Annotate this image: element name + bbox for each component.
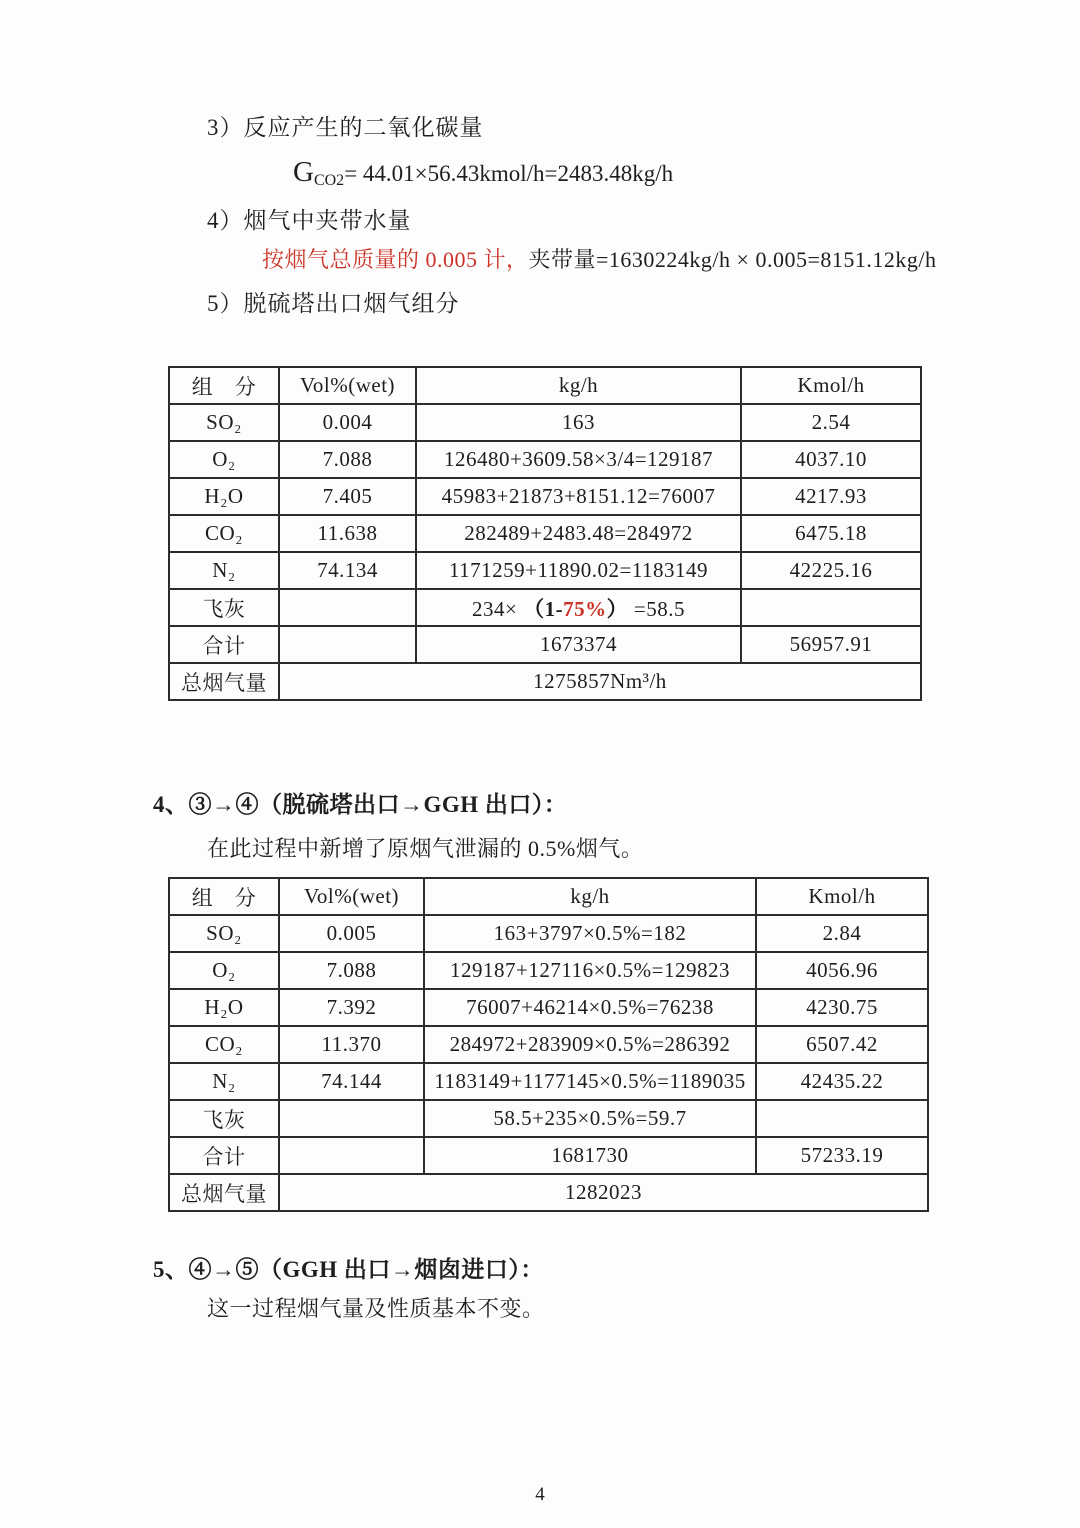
table-row bbox=[169, 552, 921, 589]
value-cell: 74.144 bbox=[279, 1063, 424, 1100]
section-5-note: 这一过程烟气量及性质基本不变。 bbox=[207, 1296, 545, 1321]
value-cell: 284972+283909×0.5%=286392 bbox=[424, 1026, 756, 1063]
value-cell bbox=[416, 589, 741, 626]
species-cell: N₂ bbox=[169, 552, 279, 589]
value-cell bbox=[279, 1137, 424, 1174]
desulfurizer-outlet-composition-table bbox=[168, 366, 922, 701]
value-cell: 163 bbox=[416, 404, 741, 441]
table-row bbox=[169, 441, 921, 478]
species-cell: SO₂ bbox=[169, 915, 279, 952]
value-cell bbox=[279, 589, 416, 626]
table-total-row bbox=[169, 663, 921, 700]
value-cell: 6507.42 bbox=[756, 1026, 928, 1063]
table-row bbox=[169, 515, 921, 552]
species-cell: 飞灰 bbox=[169, 1100, 279, 1137]
section-5-heading: 5、④→⑤（GGH 出口→烟囱进口）： bbox=[153, 1257, 544, 1282]
column-header: Kmol/h bbox=[741, 367, 921, 404]
column-header: Vol%(wet) bbox=[279, 367, 416, 404]
table-row bbox=[169, 1100, 928, 1137]
column-header: 组 分 bbox=[169, 878, 279, 915]
entrainment-red-text: 按烟气总质量的 0.005 计， bbox=[262, 247, 529, 272]
value-cell: 11.638 bbox=[279, 515, 416, 552]
value-cell: 58.5+235×0.5%=59.7 bbox=[424, 1100, 756, 1137]
table-row bbox=[169, 1137, 928, 1174]
value-cell: 1673374 bbox=[416, 626, 741, 663]
column-header: Kmol/h bbox=[756, 878, 928, 915]
value-cell: 163+3797×0.5%=182 bbox=[424, 915, 756, 952]
species-cell: CO₂ bbox=[169, 1026, 279, 1063]
value-cell: 45983+21873+8151.12=76007 bbox=[416, 478, 741, 515]
value-cell: 2.54 bbox=[741, 404, 921, 441]
table-row bbox=[169, 589, 921, 626]
species-cell: N₂ bbox=[169, 1063, 279, 1100]
formula-expression: = 44.01×56.43kmol/h=2483.48kg/h bbox=[344, 161, 674, 186]
value-cell: 4217.93 bbox=[741, 478, 921, 515]
page-number: 4 bbox=[535, 1484, 545, 1505]
total-label-cell: 总烟气量 bbox=[169, 663, 279, 700]
value-cell: 7.405 bbox=[279, 478, 416, 515]
value-cell: 1171259+11890.02=1183149 bbox=[416, 552, 741, 589]
value-cell bbox=[279, 626, 416, 663]
total-value-cell: 1282023 bbox=[279, 1174, 928, 1211]
value-cell: 0.005 bbox=[279, 915, 424, 952]
heading-item-4: 4）烟气中夹带水量 bbox=[207, 208, 412, 233]
value-cell bbox=[756, 1100, 928, 1137]
entrainment-black-text: 夹带量=1630224kg/h × 0.005=8151.12kg/h bbox=[528, 247, 937, 272]
value-fragment: =58.5 bbox=[628, 596, 685, 621]
value-cell: 0.004 bbox=[279, 404, 416, 441]
value-cell: 4037.10 bbox=[741, 441, 921, 478]
value-cell: 57233.19 bbox=[756, 1137, 928, 1174]
heading-item-3: 3）反应产生的二氧化碳量 bbox=[207, 115, 484, 140]
formula-subscript: CO2 bbox=[313, 172, 345, 189]
value-cell: 126480+3609.58×3/4=129187 bbox=[416, 441, 741, 478]
section-4-heading: 4、③→④（脱硫塔出口→GGH 出口）： bbox=[153, 792, 568, 817]
value-cell: 7.392 bbox=[279, 989, 424, 1026]
value-cell: 282489+2483.48=284972 bbox=[416, 515, 741, 552]
value-cell: 42435.22 bbox=[756, 1063, 928, 1100]
formula-symbol: G bbox=[293, 156, 314, 188]
table-row bbox=[169, 478, 921, 515]
value-cell: 1681730 bbox=[424, 1137, 756, 1174]
value-cell: 42225.16 bbox=[741, 552, 921, 589]
species-cell: O₂ bbox=[169, 441, 279, 478]
value-cell: 11.370 bbox=[279, 1026, 424, 1063]
value-cell: 7.088 bbox=[279, 952, 424, 989]
value-cell: 76007+46214×0.5%=76238 bbox=[424, 989, 756, 1026]
value-cell: 4230.75 bbox=[756, 989, 928, 1026]
total-label-cell: 总烟气量 bbox=[169, 1174, 279, 1211]
total-value-cell: 1275857Nm³/h bbox=[279, 663, 921, 700]
species-cell: O₂ bbox=[169, 952, 279, 989]
table-total-row bbox=[169, 1174, 928, 1211]
species-cell: 合计 bbox=[169, 1137, 279, 1174]
column-header: 组 分 bbox=[169, 367, 279, 404]
column-header: kg/h bbox=[424, 878, 756, 915]
table-row bbox=[169, 989, 928, 1026]
column-header: Vol%(wet) bbox=[279, 878, 424, 915]
value-cell: 56957.91 bbox=[741, 626, 921, 663]
table-row bbox=[169, 626, 921, 663]
heading-item-5: 5）脱硫塔出口烟气组分 bbox=[207, 291, 460, 316]
section-4-note: 在此过程中新增了原烟气泄漏的 0.5%烟气。 bbox=[207, 836, 644, 861]
table-row bbox=[169, 1026, 928, 1063]
table-row bbox=[169, 1063, 928, 1100]
value-cell: 6475.18 bbox=[741, 515, 921, 552]
column-header: kg/h bbox=[416, 367, 741, 404]
value-cell: 4056.96 bbox=[756, 952, 928, 989]
species-cell: CO₂ bbox=[169, 515, 279, 552]
value-cell: 74.134 bbox=[279, 552, 416, 589]
species-cell: SO₂ bbox=[169, 404, 279, 441]
species-cell: H₂O bbox=[169, 989, 279, 1026]
co2-formula bbox=[293, 156, 673, 190]
value-cell bbox=[279, 1100, 424, 1137]
ggh-outlet-composition-table bbox=[168, 877, 929, 1212]
table-header-row bbox=[169, 367, 921, 404]
species-cell: 合计 bbox=[169, 626, 279, 663]
value-cell: 2.84 bbox=[756, 915, 928, 952]
table-header-row bbox=[169, 878, 928, 915]
entrainment-line bbox=[262, 243, 936, 274]
species-cell: 飞灰 bbox=[169, 589, 279, 626]
value-cell: 7.088 bbox=[279, 441, 416, 478]
table-row bbox=[169, 915, 928, 952]
value-cell: 1183149+1177145×0.5%=1189035 bbox=[424, 1063, 756, 1100]
value-cell: 129187+127116×0.5%=129823 bbox=[424, 952, 756, 989]
value-cell bbox=[741, 589, 921, 626]
value-fragment: （1- bbox=[523, 596, 564, 621]
table-row bbox=[169, 404, 921, 441]
value-fragment: 75% bbox=[563, 596, 607, 621]
species-cell: H₂O bbox=[169, 478, 279, 515]
value-fragment: 234× bbox=[472, 596, 524, 621]
value-fragment: ） bbox=[606, 596, 629, 621]
table-row bbox=[169, 952, 928, 989]
